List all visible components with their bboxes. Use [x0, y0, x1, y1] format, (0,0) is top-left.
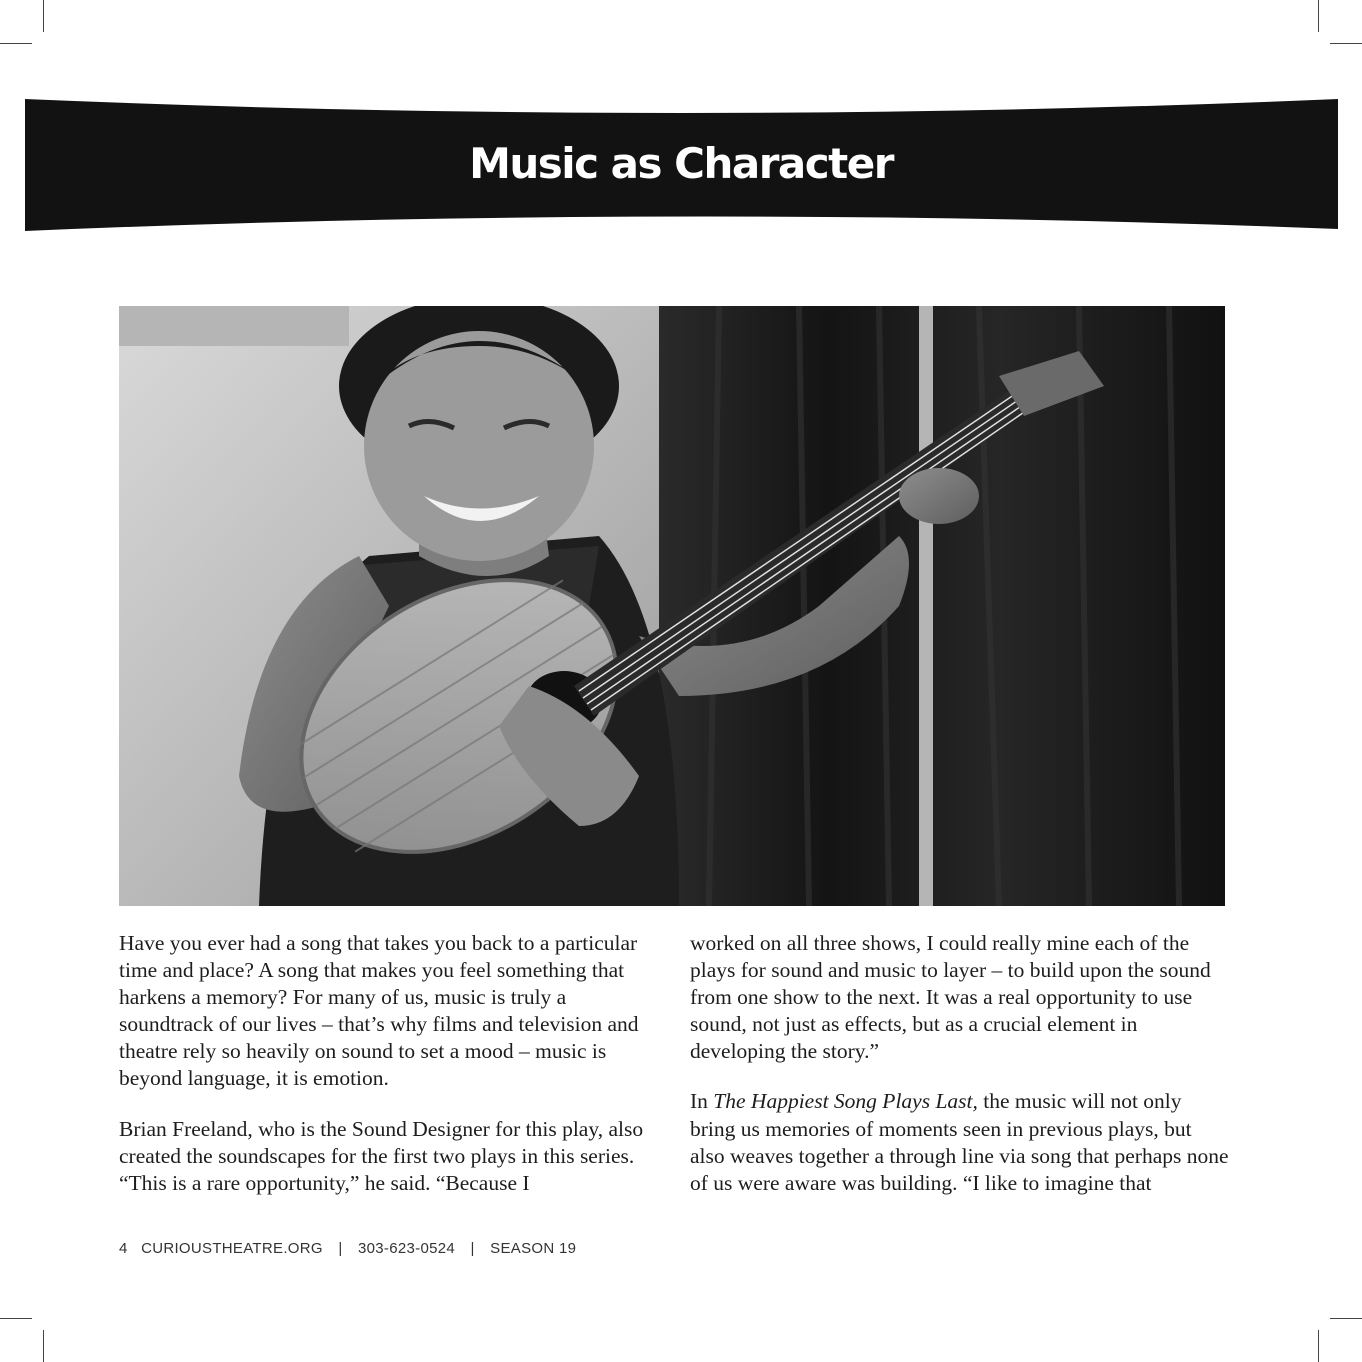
- crop-mark: [1330, 43, 1362, 44]
- paragraph-prefix: In: [690, 1089, 714, 1114]
- article-column-right: [690, 930, 1230, 1220]
- article-paragraph: Brian Freeland, who is the Sound Designer for this play, also created the soundscapes for the first two plays in this series. “This is a rare opportunity,” he said. “Because I: [119, 1116, 644, 1195]
- crop-mark: [1318, 0, 1319, 32]
- footer-separator: |: [338, 1240, 343, 1257]
- crop-mark: [43, 1330, 44, 1362]
- crop-mark: [1330, 1318, 1362, 1319]
- crop-mark: [0, 1318, 32, 1319]
- page-number: 4: [119, 1240, 128, 1257]
- article-paragraph: Have you ever had a song that takes you back to a particular time and place? A song that makes you feel something that harkens a memory? For many of us, music is truly a soundtrack of our lives – that’s why films and television and theatre rely so heavily on sound to set a mood – music is beyond language, it is emotion.: [119, 931, 639, 1091]
- article-column-left: [119, 930, 659, 1220]
- crop-mark: [0, 43, 32, 44]
- article-paragraph: worked on all three shows, I could really mine each of the plays for sound and music to layer – to build upon the sound from one show to the next. It was a real opportunity to use sound, not just as effects, but as a crucial element in developing the story.”: [690, 931, 1211, 1064]
- feature-photo: [119, 306, 1225, 906]
- phone-number: 303-623-0524: [358, 1240, 456, 1257]
- paragraph-text: the music will not only bring us memories of moments seen in previous plays, but also weaves together a through line via song that perhaps none of us were aware was building. “I like to imagine that: [690, 1089, 1229, 1195]
- season-label: SEASON 19: [490, 1240, 577, 1257]
- page-footer: [119, 1240, 576, 1257]
- footer-separator: |: [470, 1240, 475, 1257]
- page-title: Music as Character: [469, 139, 893, 188]
- article-paragraph: [690, 1088, 1230, 1196]
- photo-illustration: [119, 306, 1225, 906]
- website-link[interactable]: CURIOUSTHEATRE.ORG: [141, 1240, 323, 1257]
- play-title: The Happiest Song Plays Last,: [713, 1089, 978, 1114]
- crop-mark: [43, 0, 44, 32]
- crop-mark: [1318, 1330, 1319, 1362]
